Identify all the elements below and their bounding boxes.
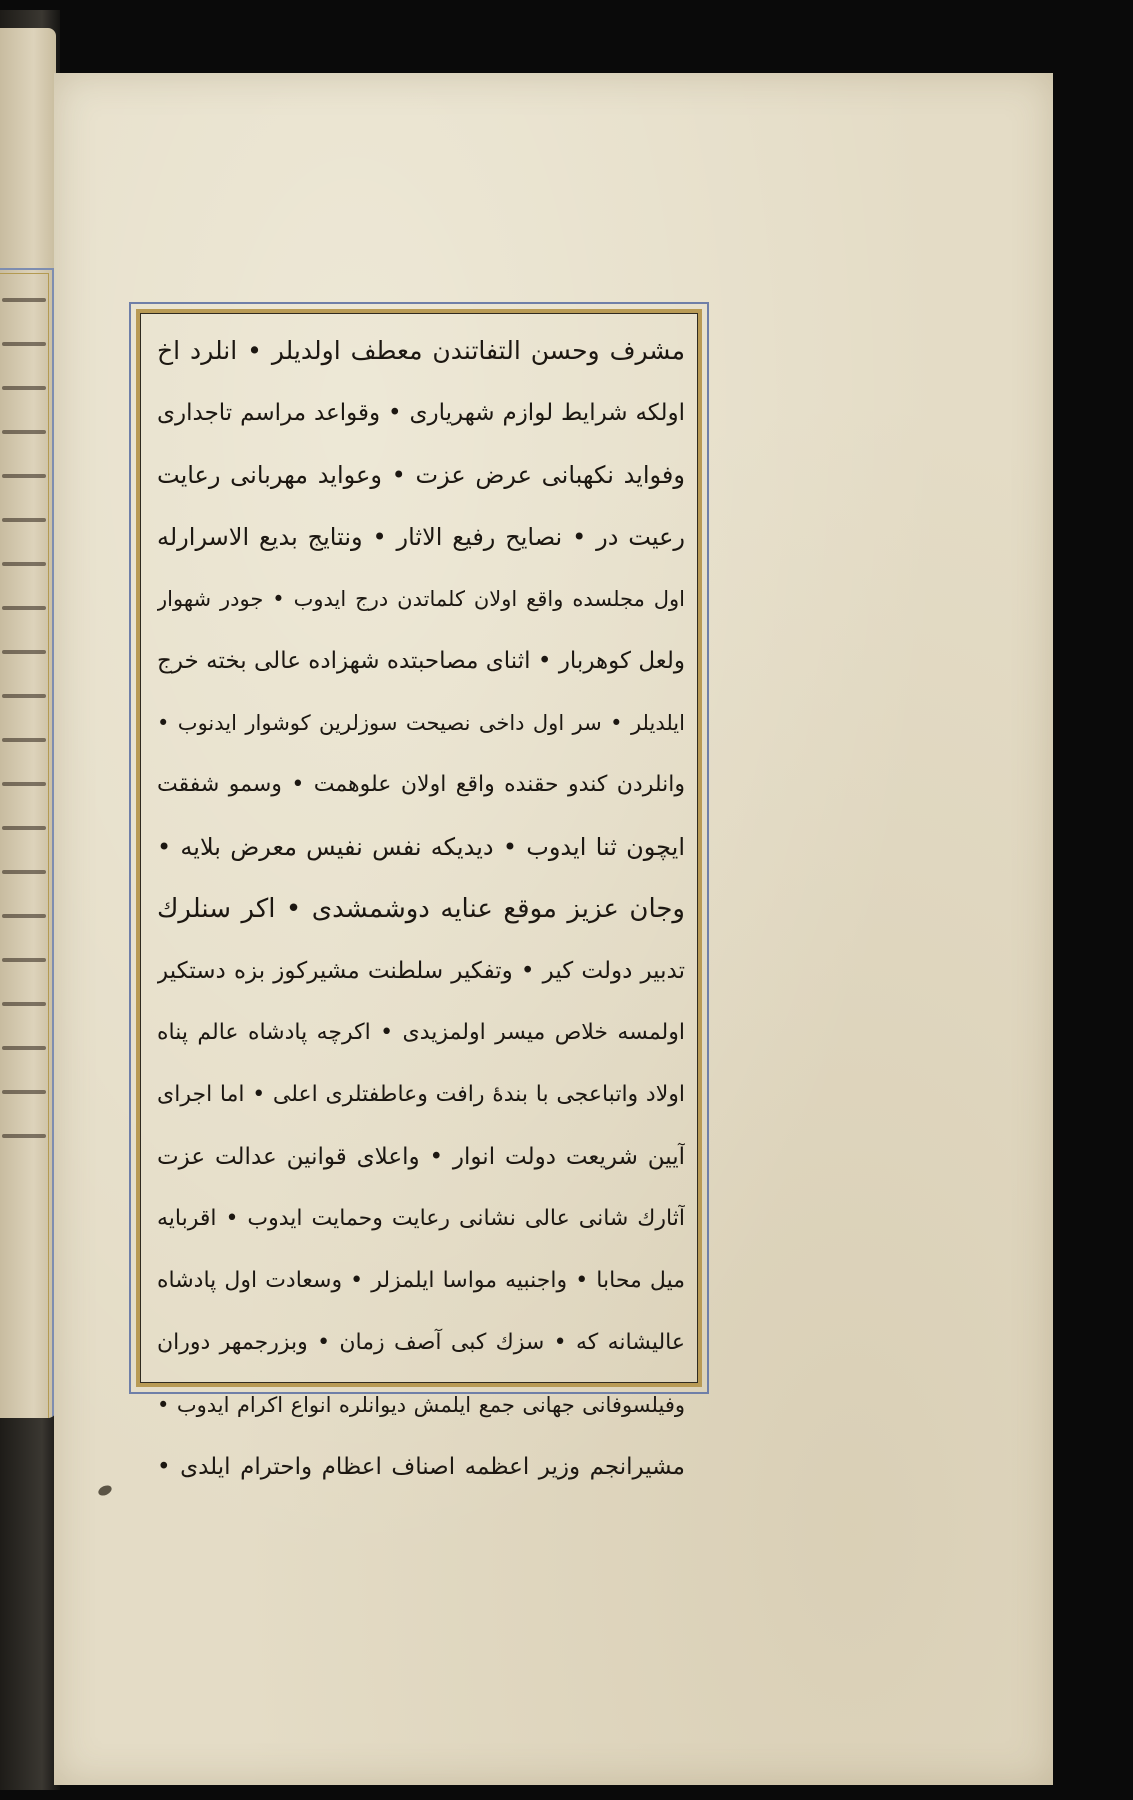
text-line: اولاد واتباعجی با بندهٔ رافت وعاطفتلری اعلی • اما اجرای: [157, 1082, 685, 1107]
text-line: ایلدیلر • سر اول داخی نصیحت سوزلرین کوشوار ایدنوب •: [157, 711, 685, 735]
text-block: [157, 320, 685, 1498]
text-line: مشرف وحسن التفاتندن معطف اولدیلر • انلرد اخ: [157, 336, 685, 365]
text-line: اولمسه خلاص میسر اولمزیدی • اکرچه پادشاه عالم پناه: [157, 1020, 685, 1045]
facing-page-text: [2, 298, 46, 1178]
text-line: آثارك شانی عالی نشانی رعایت وحمایت ایدوب • اقربایه: [157, 1206, 685, 1231]
text-line: میل محابا • واجنبیه مواسا ایلمزلر • وسعادت اول پادشاه: [157, 1268, 685, 1293]
manuscript-folio: [54, 73, 1053, 1785]
text-line: وفواید نکهبانی عرض عزت • وعواید مهربانی رعایت: [157, 461, 685, 489]
ink-smudge: [97, 1483, 113, 1497]
text-line: وجان عزیز موقع عنایه دوشمشدی • اکر سنلرك: [157, 894, 685, 924]
text-line: مشیرانجم وزیر اعظمه اصناف اعظام واحترام ایلدی •: [157, 1454, 685, 1480]
text-line: آیین شریعت دولت انوار • واعلای قوانین عدالت عزت: [157, 1144, 685, 1170]
text-line: وفیلسوفانی جهانی جمع ایلمش دیوانلره انواع اکرام ایدوب •: [157, 1393, 685, 1417]
text-line: عالیشانه که • سزك کبی آصف زمان • وبزرجمهر دوران: [157, 1330, 685, 1355]
text-line: وانلردن کندو حقنده واقع اولان علوهمت • وسمو شفقت: [157, 772, 685, 797]
text-line: ولعل کوهربار • اثنای مصاحبتده شهزاده عالی بخته خرج: [157, 648, 685, 674]
text-line: اولکه شرایط لوازم شهریاری • وقواعد مراسم تاجداری: [157, 400, 685, 426]
text-frame: [129, 302, 709, 1480]
facing-page-fragment: [0, 28, 56, 1418]
text-line: اول مجلسده واقع اولان کلماتدن درج ایدوب • جودر شهوار: [157, 587, 685, 611]
text-line: تدبیر دولت کیر • وتفکیر سلطنت مشیرکوز بزه دستکیر: [157, 958, 685, 984]
text-line: ایچون ثنا ایدوب • دیدیکه نفس نفیس معرض بلایه •: [157, 833, 685, 861]
text-line: رعیت در • نصایح رفیع الاثار • ونتایج بدیع الاسرارله: [157, 523, 685, 551]
